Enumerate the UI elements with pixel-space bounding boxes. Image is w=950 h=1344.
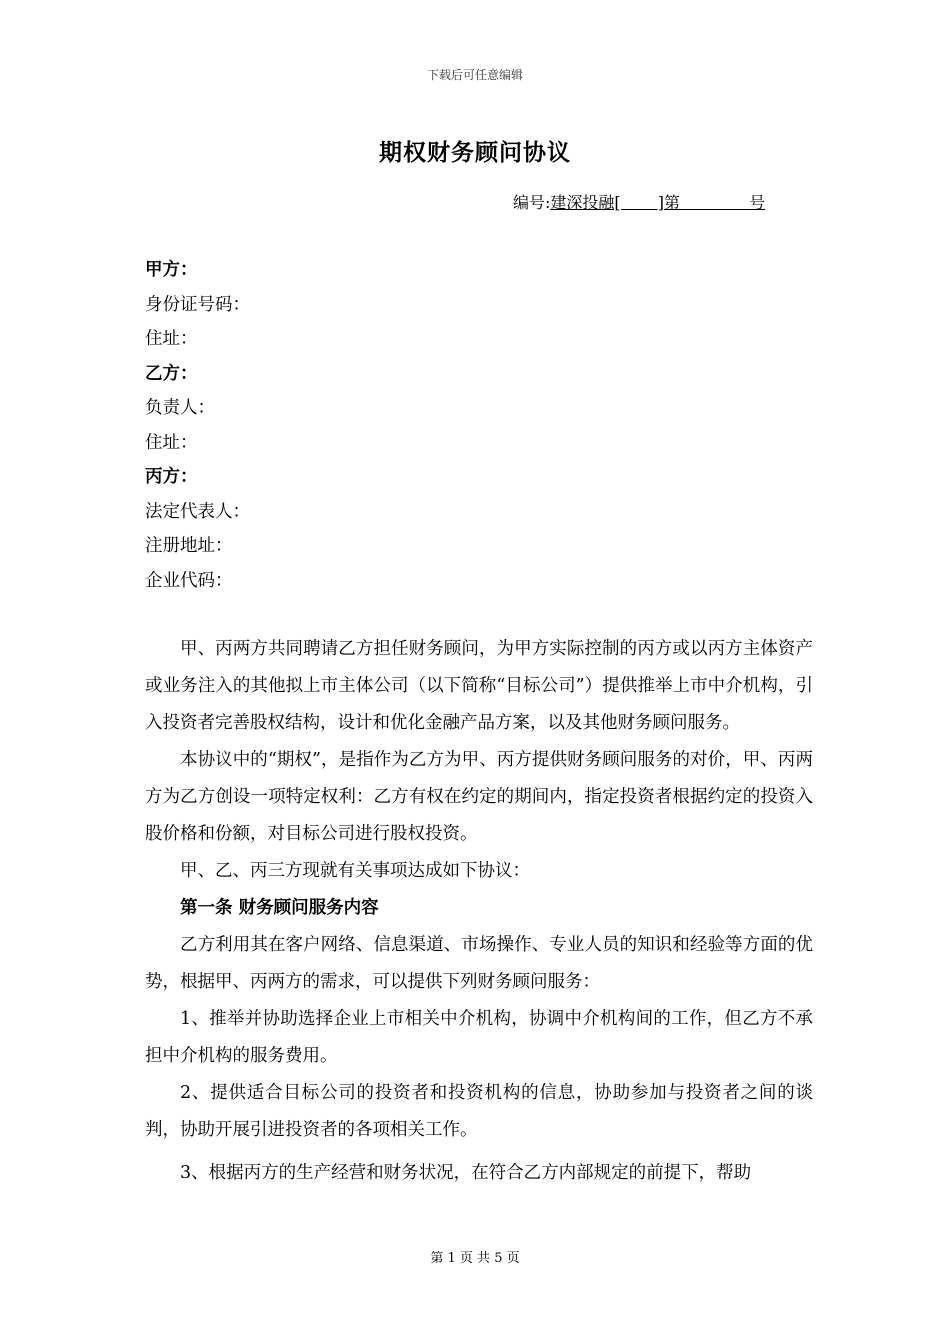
party-c-legal-rep-field: 法定代表人：	[145, 501, 250, 522]
party-b-address-field: 住址：	[145, 432, 198, 453]
party-c-registered-address-field: 注册地址：	[145, 536, 233, 556]
party-info-block	[145, 253, 825, 598]
party-b-heading: 乙方：	[145, 363, 198, 384]
party-b-principal-field: 负责人：	[145, 398, 215, 418]
service-item-1: 1、推举并协助选择企业上市相关中介机构，协调中介机构间的工作，但乙方不承担中介机构的服务费用。	[145, 1009, 813, 1066]
service-item-2: 2、提供适合目标公司的投资者和投资机构的信息，协助参加与投资者之间的谈判，协助开展引进投资者的各项相关工作。	[145, 1083, 813, 1140]
article-one-intro-paragraph: 乙方利用其在客户网络、信息渠道、市场操作、专业人员的知识和经验等方面的优势，根据甲、丙两方的需求，可以提供下列财务顾问服务：	[145, 935, 813, 992]
preamble-paragraph: 甲、丙两方共同聘请乙方担任财务顾问，为甲方实际控制的丙方或以丙方主体资产或业务注入的其他拟上市主体公司（以下简称“目标公司”）提供推举上市中介机构，引入投资者完善股权结构，设计和优化金融产品方案，以及其他财务顾问服务。	[145, 639, 813, 733]
article-one-heading: 第一条 财务顾问服务内容	[180, 898, 379, 918]
document-title: 期权财务顾问协议	[379, 139, 571, 166]
agreement-intro-paragraph: 甲、乙、丙三方现就有关事项达成如下协议：	[180, 861, 530, 881]
agreement-body	[145, 631, 813, 1192]
party-a-address-field: 住址：	[145, 329, 198, 349]
header-note: 下载后可任意编辑	[426, 68, 523, 82]
party-c-enterprise-code-field: 企业代码：	[145, 570, 233, 591]
service-item-3: 3、根据丙方的生产经营和财务状况，在符合乙方内部规定的前提下，帮助	[180, 1163, 752, 1183]
party-c-heading: 丙方：	[145, 467, 198, 487]
document-number	[513, 190, 765, 213]
party-a-heading: 甲方：	[145, 260, 198, 280]
party-a-id-number-field: 身份证号码：	[145, 294, 250, 315]
document-number-value: 建深投融[ ]第 号	[550, 193, 766, 212]
document-number-label: 编号:	[513, 193, 551, 212]
option-definition-paragraph: 本协议中的“期权”，是指作为乙方为甲、丙方提供财务顾问服务的对价，甲、丙两方为乙方创设一项特定权利：乙方有权在约定的期间内，指定投资者根据约定的投资入股价格和份额，对目标公司进行股权投资。	[145, 750, 813, 844]
page-footer: 第 1 页 共 5 页	[430, 1251, 520, 1266]
